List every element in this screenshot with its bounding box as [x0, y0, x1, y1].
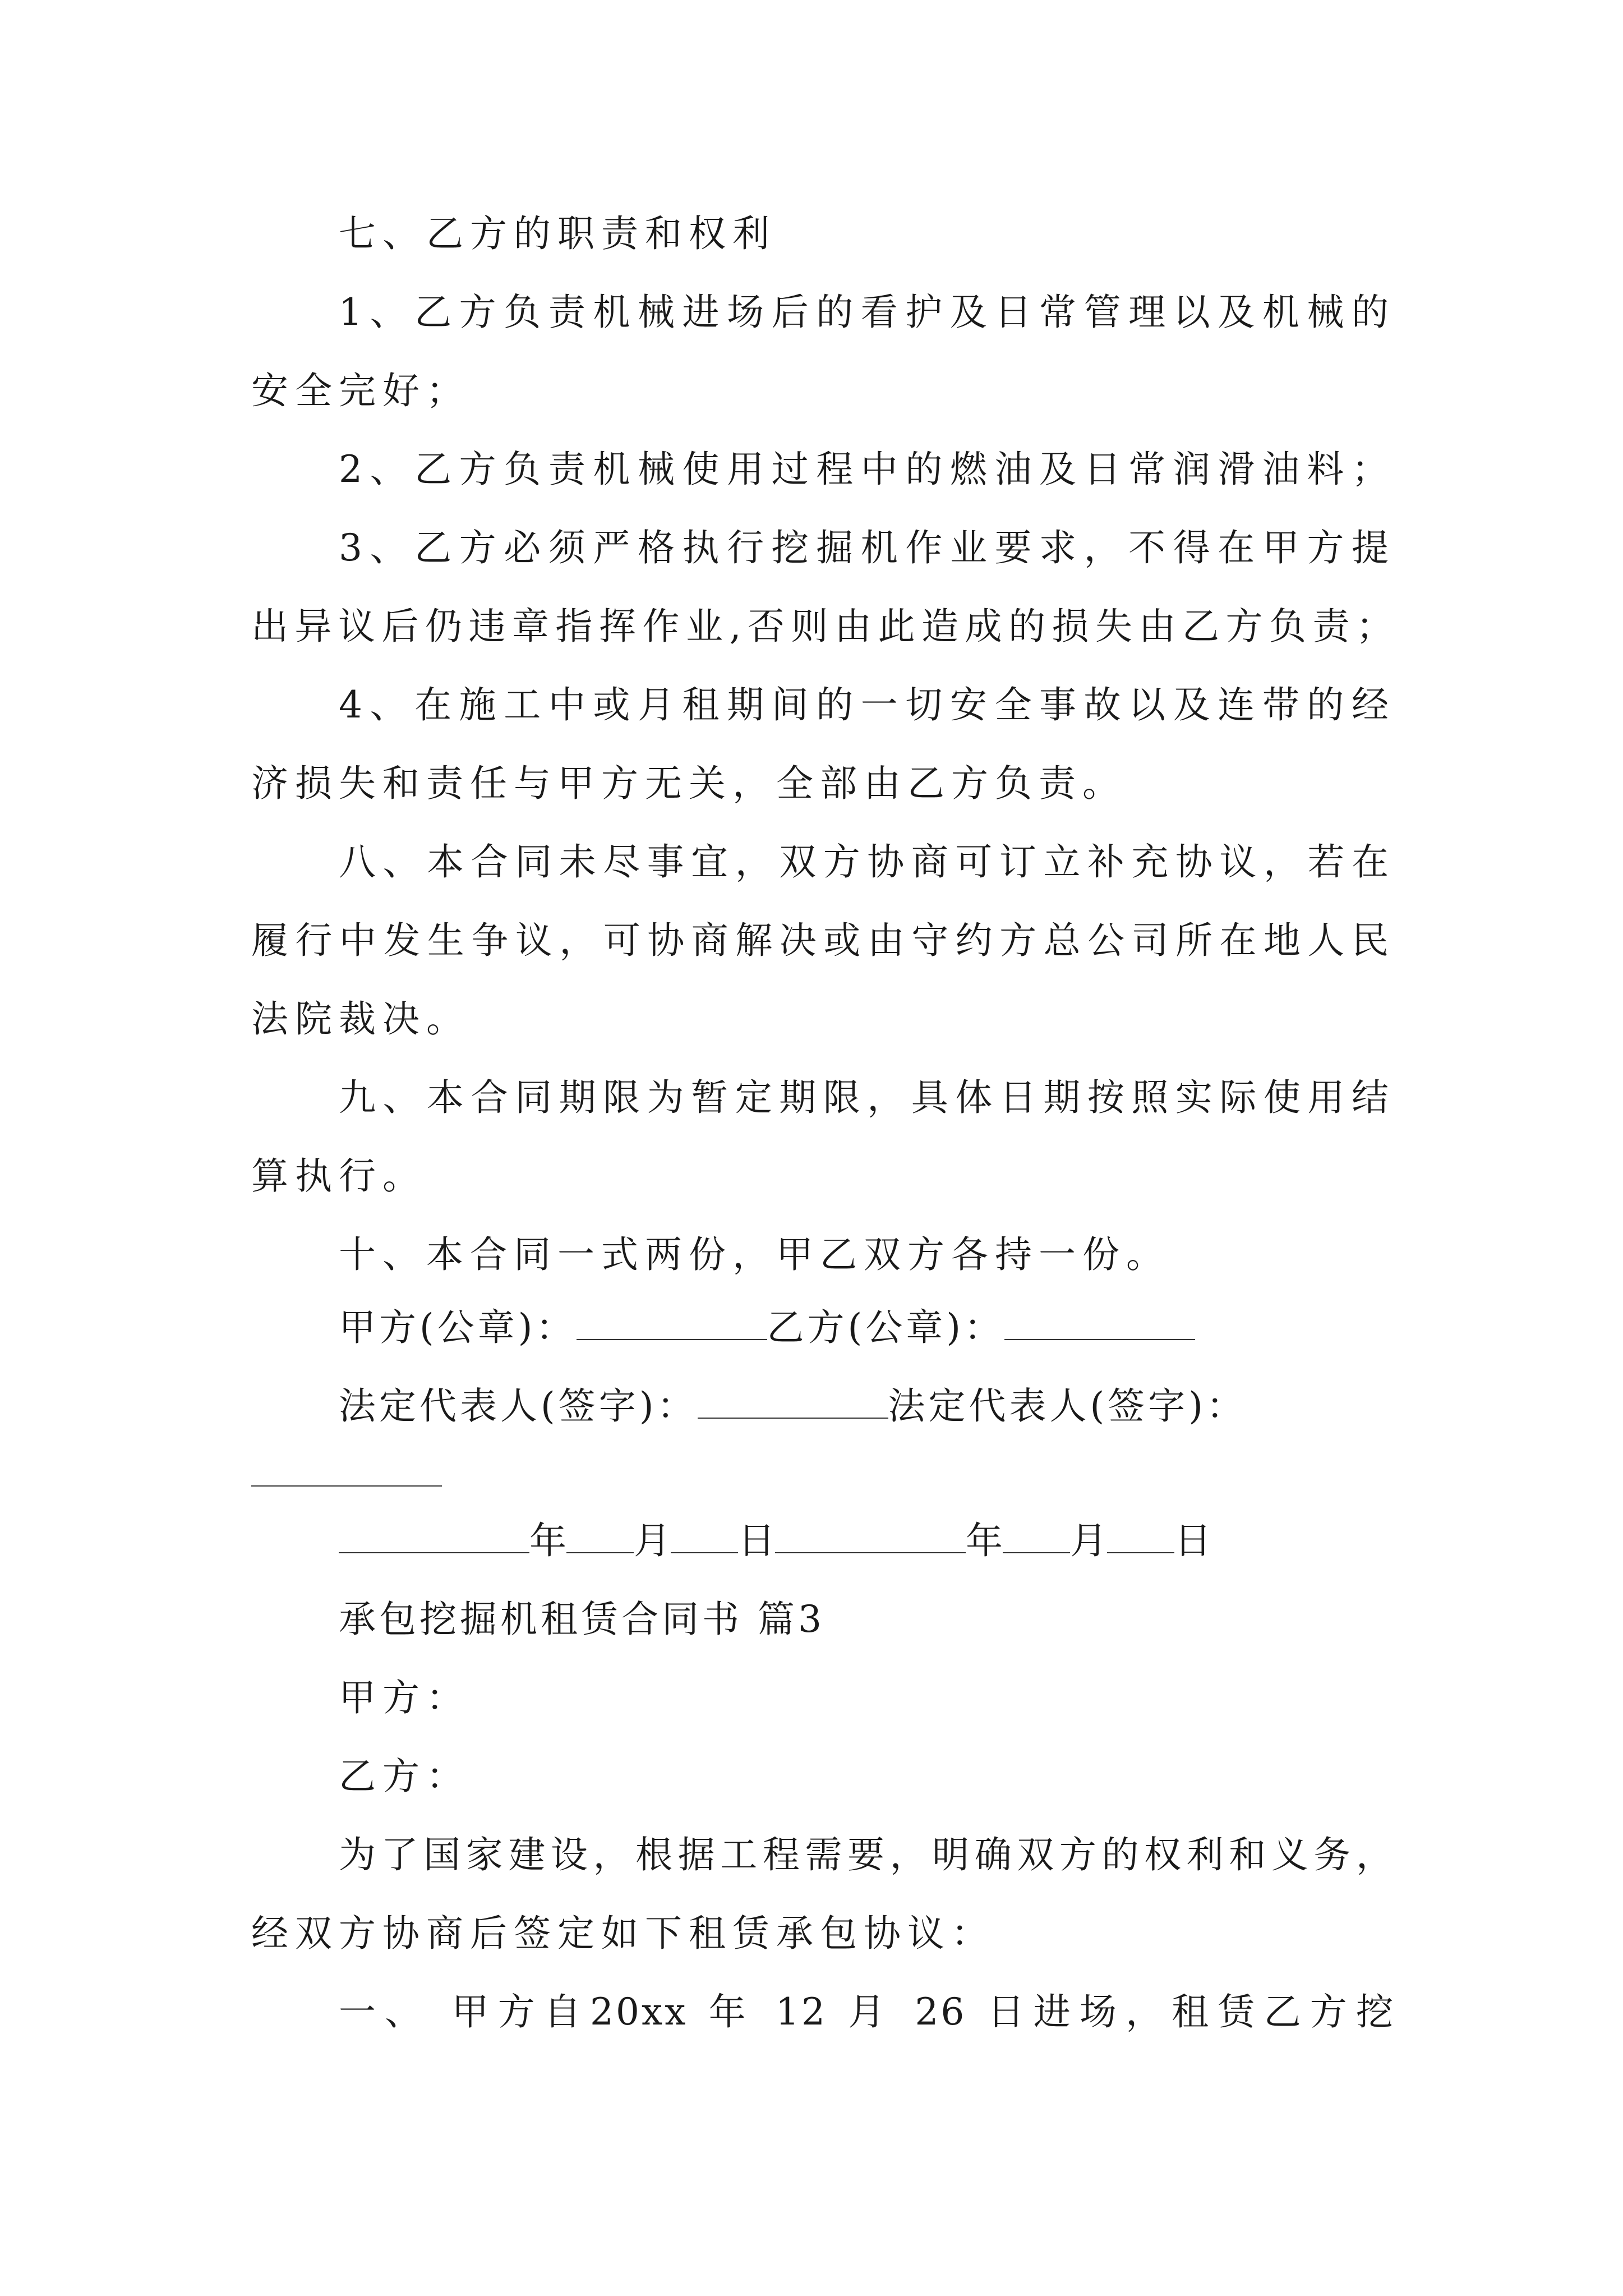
date-line	[339, 1516, 1395, 1566]
section-heading-7: 七、乙方的职责和权利	[339, 212, 776, 255]
representative-line	[339, 1381, 1395, 1432]
year-a-label: 年	[529, 1519, 566, 1562]
year-a-blank	[339, 1521, 529, 1553]
month-b-blank	[1003, 1521, 1070, 1553]
rep-b-blank	[251, 1485, 442, 1487]
paragraph-line: 为了国家建设，根据工程需要，明确双方的权利和义务，	[339, 1833, 1395, 1876]
party-b-seal-blank	[1004, 1308, 1195, 1340]
day-a-label: 日	[738, 1519, 775, 1562]
party-a-seal-blank	[577, 1308, 767, 1340]
month-a-blank	[566, 1521, 634, 1553]
paragraph-line: 4、在施工中或月租期间的一切安全事故以及连带的经	[339, 683, 1395, 726]
paragraph-line: 出异议后仍违章指挥作业,否则由此造成的损失由乙方负责；	[251, 605, 1395, 648]
paragraph-line: 2、乙方负责机械使用过程中的燃油及日常润滑油料；	[339, 448, 1395, 491]
year-b-blank	[775, 1521, 966, 1553]
year-b-label: 年	[966, 1519, 1003, 1562]
rep-a-blank	[698, 1386, 888, 1419]
seal-line	[339, 1303, 1395, 1353]
party-a-seal-label: 甲方(公章)：	[339, 1306, 577, 1349]
section-heading-8: 八、本合同未尽事宜，双方协商可订立补充协议，若在	[339, 840, 1395, 884]
rep-a-label: 法定代表人(签字)：	[339, 1384, 698, 1428]
paragraph-line: 安全完好；	[251, 369, 470, 412]
party-b-seal-label: 乙方(公章)：	[767, 1306, 1004, 1349]
paragraph-line: 经双方协商后签定如下租赁承包协议：	[251, 1912, 995, 1955]
day-b-label: 日	[1174, 1519, 1211, 1562]
day-a-blank	[671, 1521, 738, 1553]
paragraph-line: 济损失和责任与甲方无关，全部由乙方负责。	[251, 762, 1126, 805]
paragraph-line: 法院裁决。	[251, 997, 470, 1041]
paragraph-line: 3、乙方必须严格执行挖掘机作业要求，不得在甲方提	[339, 526, 1395, 569]
paragraph-line: 履行中发生争议，可协商解决或由守约方总公司所在地人民	[251, 919, 1395, 962]
day-b-blank	[1107, 1521, 1174, 1553]
month-a-label: 月	[634, 1519, 671, 1562]
rep-b-label: 法定代表人(签字)：	[888, 1384, 1247, 1428]
section-heading-9: 九、本合同期限为暂定期限，具体日期按照实际使用结	[339, 1076, 1395, 1119]
month-b-label: 月	[1070, 1519, 1107, 1562]
section-heading-10: 十、本合同一式两份，甲乙双方各持一份。	[339, 1233, 1170, 1276]
party-a-label: 甲方：	[339, 1676, 470, 1719]
party-b-label: 乙方：	[339, 1755, 470, 1798]
paragraph-line: 1、乙方负责机械进场后的看护及日常管理以及机械的	[339, 291, 1395, 334]
contract-title: 承包挖掘机租赁合同书 篇3	[339, 1598, 825, 1641]
paragraph-line: 算执行。	[251, 1154, 426, 1198]
clause-1-line: 一、 甲方自20xx 年 12 月 26 日进场，租赁乙方挖	[339, 1990, 1395, 2033]
